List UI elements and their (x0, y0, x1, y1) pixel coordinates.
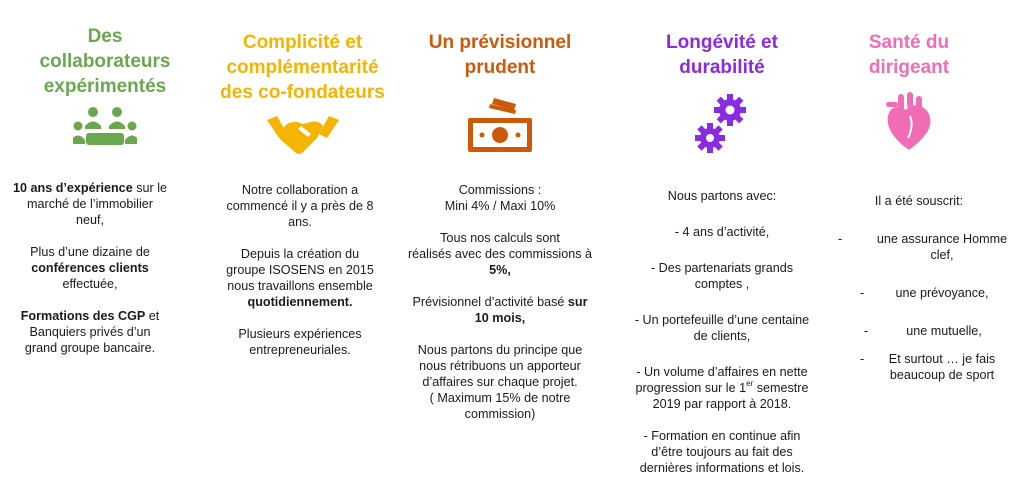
text-line: neuf, (75, 213, 104, 227)
text-line: ans. (288, 215, 312, 229)
text-line: d’affaires sur chaque projet. (422, 375, 578, 389)
text-line: grand groupe bancaire. (24, 341, 156, 355)
title-line: Un prévisionnel (428, 32, 572, 53)
text-line: Banquiers privés d’un (29, 325, 151, 339)
list-item (838, 231, 1020, 263)
bold-text: conférences clients (31, 261, 149, 275)
column-title (200, 30, 405, 105)
bold-text: Formations des CGP (20, 309, 146, 323)
title-line: complémentarité (226, 57, 379, 78)
column-body (838, 193, 1020, 383)
column-sante (834, 0, 1024, 501)
title-line: Santé du (868, 32, 950, 53)
text-line: groupe ISOSENS en 2015 (226, 263, 374, 277)
text-line: - 4 ans d’activité, (674, 225, 770, 239)
title-line: prudent (464, 57, 536, 78)
text-line: - Des partenariats grands (650, 261, 794, 275)
list-item-text: une mutuelle, (906, 324, 982, 338)
text-line: d’être toujours au fait des (651, 445, 793, 459)
column-collaborateurs (0, 0, 210, 501)
bold-text: 10 mois, (474, 311, 526, 325)
text-line: Nous partons du principe que (417, 343, 583, 357)
text-line: réalisés avec des commissions à (407, 247, 593, 261)
text-line: Tous nos calculs sont (440, 231, 560, 245)
title-line: Des (87, 26, 123, 47)
text-line: marché de l’immobilier (27, 197, 153, 211)
list-item (838, 285, 1020, 301)
money-bill-icon (468, 96, 532, 159)
text-line: commission) (464, 407, 536, 421)
bullet-dash: - (860, 352, 865, 366)
title-line: expérimentés (43, 76, 167, 97)
text-line: Commissions : (458, 183, 542, 197)
column-previsionnel (395, 0, 605, 501)
column-body (200, 182, 400, 358)
team-meeting-icon (73, 106, 137, 157)
list-item-text (864, 351, 1020, 383)
text-line: entrepreneuriales. (249, 343, 351, 357)
text-line: Depuis la création du (240, 247, 360, 261)
list-item (838, 323, 1020, 339)
text: clef, (930, 248, 954, 262)
title-line: durabilité (679, 57, 765, 78)
text: beaucoup de sport (889, 368, 995, 382)
text: et (145, 309, 160, 323)
text: sur le (132, 181, 167, 195)
text-line: dernières informations et lois. (639, 461, 805, 475)
text-line (0, 308, 180, 324)
text-line: - Formation en continue afin (643, 429, 801, 443)
text-line: Plus d’une dizaine de (30, 245, 150, 259)
title-line: collaborateurs (39, 51, 171, 72)
list-item-text: une prévoyance, (895, 286, 989, 300)
title-line: Longévité et (666, 32, 778, 53)
text-line: Il a été souscrit: (874, 194, 964, 208)
text: semestre (753, 381, 809, 395)
column-body (612, 188, 832, 476)
column-title (834, 30, 984, 80)
title-line: Complicité et (242, 32, 363, 53)
text-line: - Un portefeuille d’une centaine (634, 313, 810, 327)
list-item (838, 351, 1020, 383)
text-line: 2019 par rapport à 2018. (652, 397, 792, 411)
heart-organ-icon (882, 92, 936, 157)
column-title (395, 30, 605, 80)
bold-text: sur (564, 295, 588, 309)
experience-text (0, 180, 180, 196)
bullet-dash: - (838, 232, 843, 246)
text-line: Mini 4% / Maxi 10% (444, 199, 556, 213)
list-item-text (864, 231, 1020, 263)
bullet-dash: - (864, 324, 869, 338)
text-line: ( Maximum 15% de notre (429, 391, 571, 405)
text-line: de clients, (693, 329, 751, 343)
text: Prévisionnel d’activité basé (412, 295, 565, 309)
gears-icon (694, 92, 750, 161)
text-line: commencé il y a près de 8 (226, 199, 374, 213)
text-line: Notre collaboration a (241, 183, 359, 197)
column-complicite (200, 0, 405, 501)
text: Et surtout … je fais (888, 352, 996, 366)
superscript: er (746, 379, 754, 388)
bold-text: 5%, (489, 263, 511, 277)
text-line: effectuée, (62, 277, 118, 291)
column-title (0, 24, 210, 99)
column-body (0, 180, 180, 356)
text-line: Plusieurs expériences (238, 327, 362, 341)
column-title (612, 30, 832, 80)
column-body (395, 182, 605, 422)
text: progression sur le 1 (635, 381, 747, 395)
text-line: nous travaillons ensemble (227, 279, 373, 293)
bold-text: 10 ans d’expérience (12, 181, 133, 195)
bold-text: quotidiennement. (247, 295, 353, 309)
title-line: des co-fondateurs (220, 82, 385, 103)
text-line: nous rétribuons un apporteur (419, 359, 581, 373)
column-longevite (612, 0, 832, 501)
text-line (395, 294, 605, 310)
handshake-icon (267, 114, 339, 161)
title-line: dirigeant (868, 57, 950, 78)
text-line (612, 380, 832, 396)
bullet-dash: - (860, 286, 865, 300)
text: une assurance Homme (876, 232, 1008, 246)
text-line: Nous partons avec: (667, 189, 777, 203)
text-line: comptes , (694, 277, 750, 291)
text-line: - Un volume d’affaires en nette (636, 365, 808, 379)
